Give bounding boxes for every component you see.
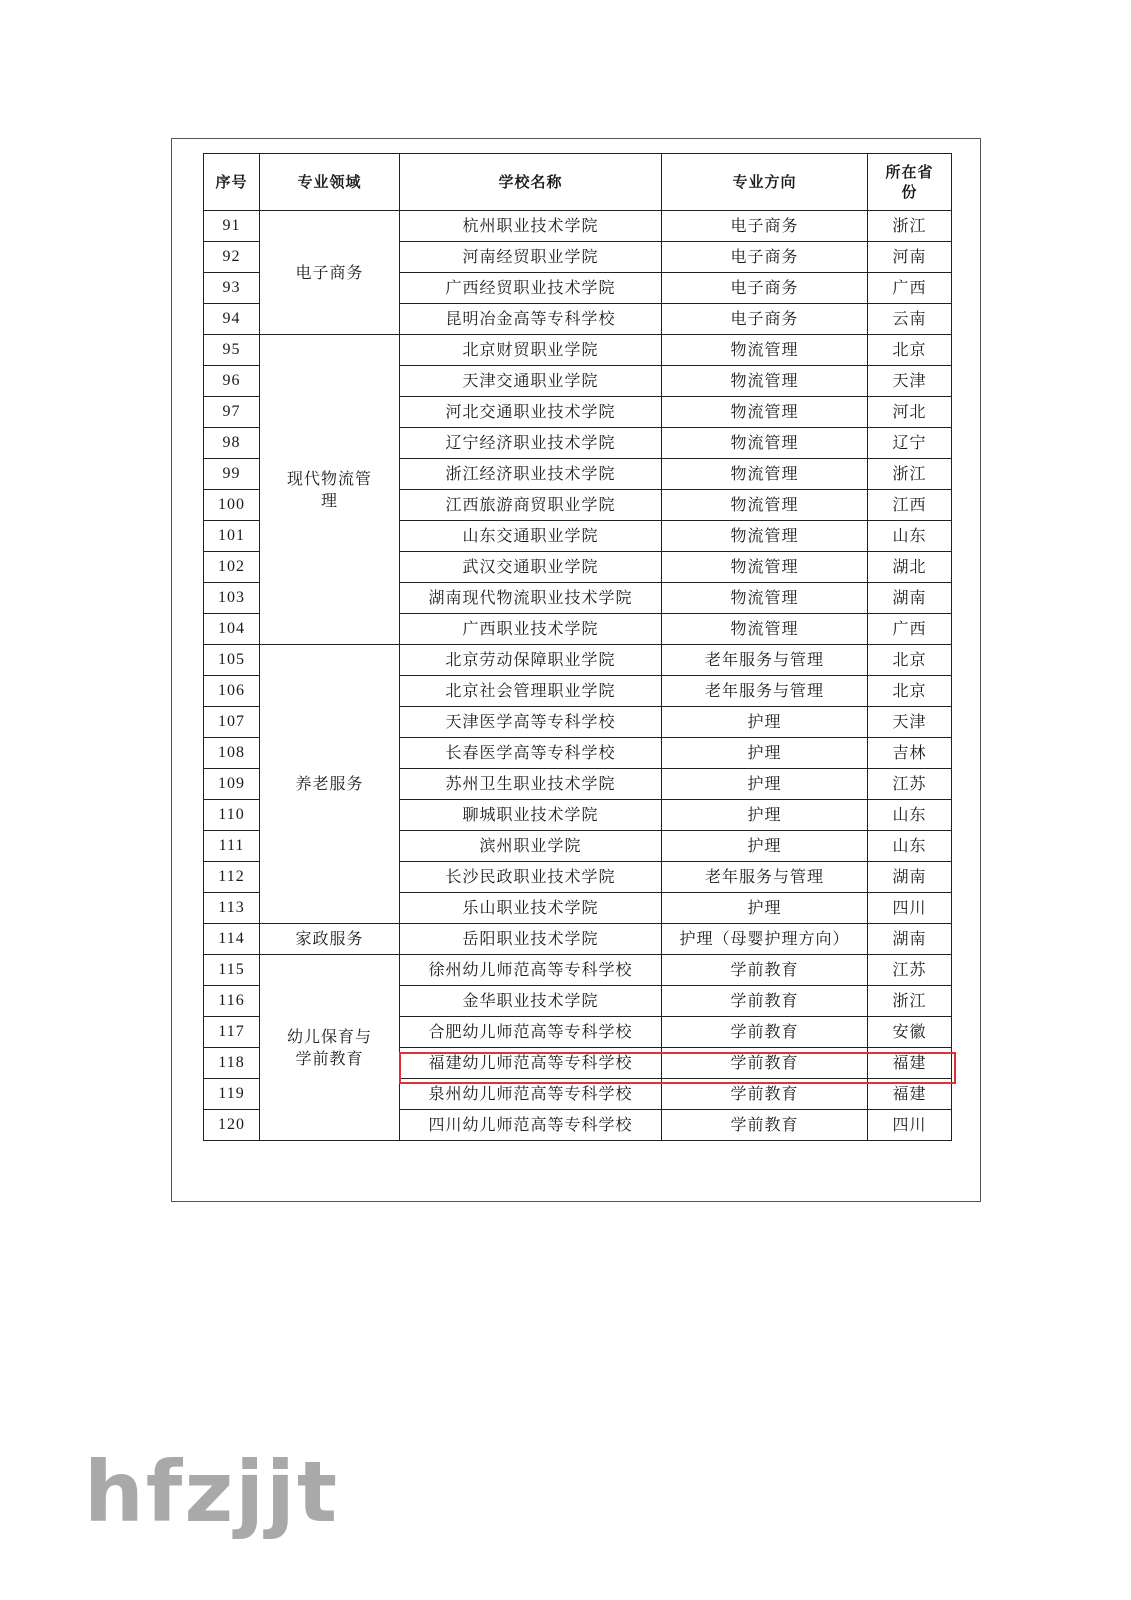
cell-seq: 116 bbox=[204, 986, 260, 1017]
cell-field: 现代物流管理 bbox=[260, 335, 400, 645]
cell-school: 金华职业技术学院 bbox=[400, 986, 662, 1017]
cell-school: 天津交通职业学院 bbox=[400, 366, 662, 397]
cell-direction: 学前教育 bbox=[662, 1048, 868, 1079]
cell-direction: 物流管理 bbox=[662, 583, 868, 614]
cell-province: 吉林 bbox=[868, 738, 952, 769]
cell-province: 山东 bbox=[868, 800, 952, 831]
cell-seq: 115 bbox=[204, 955, 260, 986]
cell-school: 长春医学高等专科学校 bbox=[400, 738, 662, 769]
cell-school: 合肥幼儿师范高等专科学校 bbox=[400, 1017, 662, 1048]
cell-seq: 109 bbox=[204, 769, 260, 800]
cell-direction: 学前教育 bbox=[662, 986, 868, 1017]
header-field: 专业领域 bbox=[260, 154, 400, 211]
cell-province: 北京 bbox=[868, 676, 952, 707]
cell-province: 天津 bbox=[868, 707, 952, 738]
cell-province: 四川 bbox=[868, 893, 952, 924]
cell-school: 四川幼儿师范高等专科学校 bbox=[400, 1110, 662, 1141]
cell-school: 苏州卫生职业技术学院 bbox=[400, 769, 662, 800]
table-row bbox=[204, 924, 952, 955]
cell-direction: 物流管理 bbox=[662, 366, 868, 397]
cell-province: 山东 bbox=[868, 521, 952, 552]
table-row bbox=[204, 955, 952, 986]
cell-school: 湖南现代物流职业技术学院 bbox=[400, 583, 662, 614]
cell-province: 广西 bbox=[868, 273, 952, 304]
cell-school: 广西经贸职业技术学院 bbox=[400, 273, 662, 304]
cell-direction: 电子商务 bbox=[662, 273, 868, 304]
header-seq: 序号 bbox=[204, 154, 260, 211]
cell-province: 湖北 bbox=[868, 552, 952, 583]
cell-province: 云南 bbox=[868, 304, 952, 335]
cell-seq: 91 bbox=[204, 211, 260, 242]
table-header-row bbox=[204, 154, 952, 211]
cell-province: 北京 bbox=[868, 335, 952, 366]
cell-province: 浙江 bbox=[868, 986, 952, 1017]
cell-direction: 电子商务 bbox=[662, 211, 868, 242]
cell-province: 浙江 bbox=[868, 211, 952, 242]
cell-direction: 物流管理 bbox=[662, 428, 868, 459]
cell-province: 江西 bbox=[868, 490, 952, 521]
cell-province: 辽宁 bbox=[868, 428, 952, 459]
header-school: 学校名称 bbox=[400, 154, 662, 211]
cell-seq: 108 bbox=[204, 738, 260, 769]
cell-direction: 物流管理 bbox=[662, 614, 868, 645]
cell-province: 湖南 bbox=[868, 924, 952, 955]
cell-direction: 学前教育 bbox=[662, 1017, 868, 1048]
cell-province: 河北 bbox=[868, 397, 952, 428]
cell-school: 辽宁经济职业技术学院 bbox=[400, 428, 662, 459]
cell-seq: 97 bbox=[204, 397, 260, 428]
cell-seq: 112 bbox=[204, 862, 260, 893]
header-province: 所在省份 bbox=[868, 154, 952, 211]
cell-school: 广西职业技术学院 bbox=[400, 614, 662, 645]
cell-field: 电子商务 bbox=[260, 211, 400, 335]
cell-province: 安徽 bbox=[868, 1017, 952, 1048]
cell-seq: 93 bbox=[204, 273, 260, 304]
cell-seq: 113 bbox=[204, 893, 260, 924]
cell-province: 河南 bbox=[868, 242, 952, 273]
cell-school: 武汉交通职业学院 bbox=[400, 552, 662, 583]
cell-seq: 110 bbox=[204, 800, 260, 831]
cell-province: 湖南 bbox=[868, 862, 952, 893]
cell-seq: 100 bbox=[204, 490, 260, 521]
cell-school: 泉州幼儿师范高等专科学校 bbox=[400, 1079, 662, 1110]
cell-field: 养老服务 bbox=[260, 645, 400, 924]
cell-seq: 120 bbox=[204, 1110, 260, 1141]
cell-direction: 护理（母婴护理方向） bbox=[662, 924, 868, 955]
cell-seq: 105 bbox=[204, 645, 260, 676]
watermark: hfzjjt bbox=[84, 1443, 339, 1541]
cell-province: 广西 bbox=[868, 614, 952, 645]
cell-school: 滨州职业学院 bbox=[400, 831, 662, 862]
cell-school: 北京财贸职业学院 bbox=[400, 335, 662, 366]
cell-seq: 119 bbox=[204, 1079, 260, 1110]
cell-seq: 96 bbox=[204, 366, 260, 397]
cell-school: 浙江经济职业技术学院 bbox=[400, 459, 662, 490]
cell-seq: 98 bbox=[204, 428, 260, 459]
cell-direction: 电子商务 bbox=[662, 304, 868, 335]
cell-school: 北京社会管理职业学院 bbox=[400, 676, 662, 707]
cell-province: 福建 bbox=[868, 1048, 952, 1079]
cell-province: 四川 bbox=[868, 1110, 952, 1141]
cell-seq: 111 bbox=[204, 831, 260, 862]
cell-school: 河北交通职业技术学院 bbox=[400, 397, 662, 428]
cell-province: 福建 bbox=[868, 1079, 952, 1110]
cell-direction: 老年服务与管理 bbox=[662, 862, 868, 893]
cell-seq: 104 bbox=[204, 614, 260, 645]
cell-school: 岳阳职业技术学院 bbox=[400, 924, 662, 955]
cell-field: 家政服务 bbox=[260, 924, 400, 955]
cell-seq: 92 bbox=[204, 242, 260, 273]
table-row bbox=[204, 211, 952, 242]
cell-field: 幼儿保育与学前教育 bbox=[260, 955, 400, 1141]
cell-direction: 护理 bbox=[662, 738, 868, 769]
cell-school: 山东交通职业学院 bbox=[400, 521, 662, 552]
cell-direction: 电子商务 bbox=[662, 242, 868, 273]
cell-school: 杭州职业技术学院 bbox=[400, 211, 662, 242]
cell-school: 江西旅游商贸职业学院 bbox=[400, 490, 662, 521]
cell-school: 河南经贸职业学院 bbox=[400, 242, 662, 273]
table-row bbox=[204, 645, 952, 676]
cell-province: 湖南 bbox=[868, 583, 952, 614]
cell-seq: 106 bbox=[204, 676, 260, 707]
cell-direction: 物流管理 bbox=[662, 490, 868, 521]
cell-seq: 101 bbox=[204, 521, 260, 552]
cell-seq: 118 bbox=[204, 1048, 260, 1079]
cell-school: 长沙民政职业技术学院 bbox=[400, 862, 662, 893]
cell-seq: 94 bbox=[204, 304, 260, 335]
cell-direction: 护理 bbox=[662, 831, 868, 862]
cell-seq: 117 bbox=[204, 1017, 260, 1048]
cell-seq: 99 bbox=[204, 459, 260, 490]
cell-direction: 护理 bbox=[662, 800, 868, 831]
cell-seq: 102 bbox=[204, 552, 260, 583]
cell-direction: 老年服务与管理 bbox=[662, 645, 868, 676]
cell-direction: 物流管理 bbox=[662, 459, 868, 490]
cell-school: 乐山职业技术学院 bbox=[400, 893, 662, 924]
cell-seq: 107 bbox=[204, 707, 260, 738]
header-direction: 专业方向 bbox=[662, 154, 868, 211]
cell-province: 江苏 bbox=[868, 955, 952, 986]
cell-school: 天津医学高等专科学校 bbox=[400, 707, 662, 738]
cell-school: 聊城职业技术学院 bbox=[400, 800, 662, 831]
school-list-table bbox=[203, 153, 952, 1141]
cell-direction: 学前教育 bbox=[662, 955, 868, 986]
cell-province: 浙江 bbox=[868, 459, 952, 490]
cell-province: 天津 bbox=[868, 366, 952, 397]
cell-province: 江苏 bbox=[868, 769, 952, 800]
cell-direction: 护理 bbox=[662, 769, 868, 800]
cell-seq: 95 bbox=[204, 335, 260, 366]
cell-school: 北京劳动保障职业学院 bbox=[400, 645, 662, 676]
cell-direction: 护理 bbox=[662, 893, 868, 924]
cell-direction: 学前教育 bbox=[662, 1110, 868, 1141]
cell-direction: 物流管理 bbox=[662, 397, 868, 428]
cell-seq: 103 bbox=[204, 583, 260, 614]
cell-school: 昆明冶金高等专科学校 bbox=[400, 304, 662, 335]
cell-province: 山东 bbox=[868, 831, 952, 862]
cell-seq: 114 bbox=[204, 924, 260, 955]
cell-province: 北京 bbox=[868, 645, 952, 676]
cell-direction: 物流管理 bbox=[662, 335, 868, 366]
table-body bbox=[204, 211, 952, 1141]
cell-direction: 物流管理 bbox=[662, 552, 868, 583]
cell-school: 福建幼儿师范高等专科学校 bbox=[400, 1048, 662, 1079]
cell-direction: 护理 bbox=[662, 707, 868, 738]
cell-school: 徐州幼儿师范高等专科学校 bbox=[400, 955, 662, 986]
cell-direction: 物流管理 bbox=[662, 521, 868, 552]
table-row bbox=[204, 335, 952, 366]
cell-direction: 老年服务与管理 bbox=[662, 676, 868, 707]
cell-direction: 学前教育 bbox=[662, 1079, 868, 1110]
